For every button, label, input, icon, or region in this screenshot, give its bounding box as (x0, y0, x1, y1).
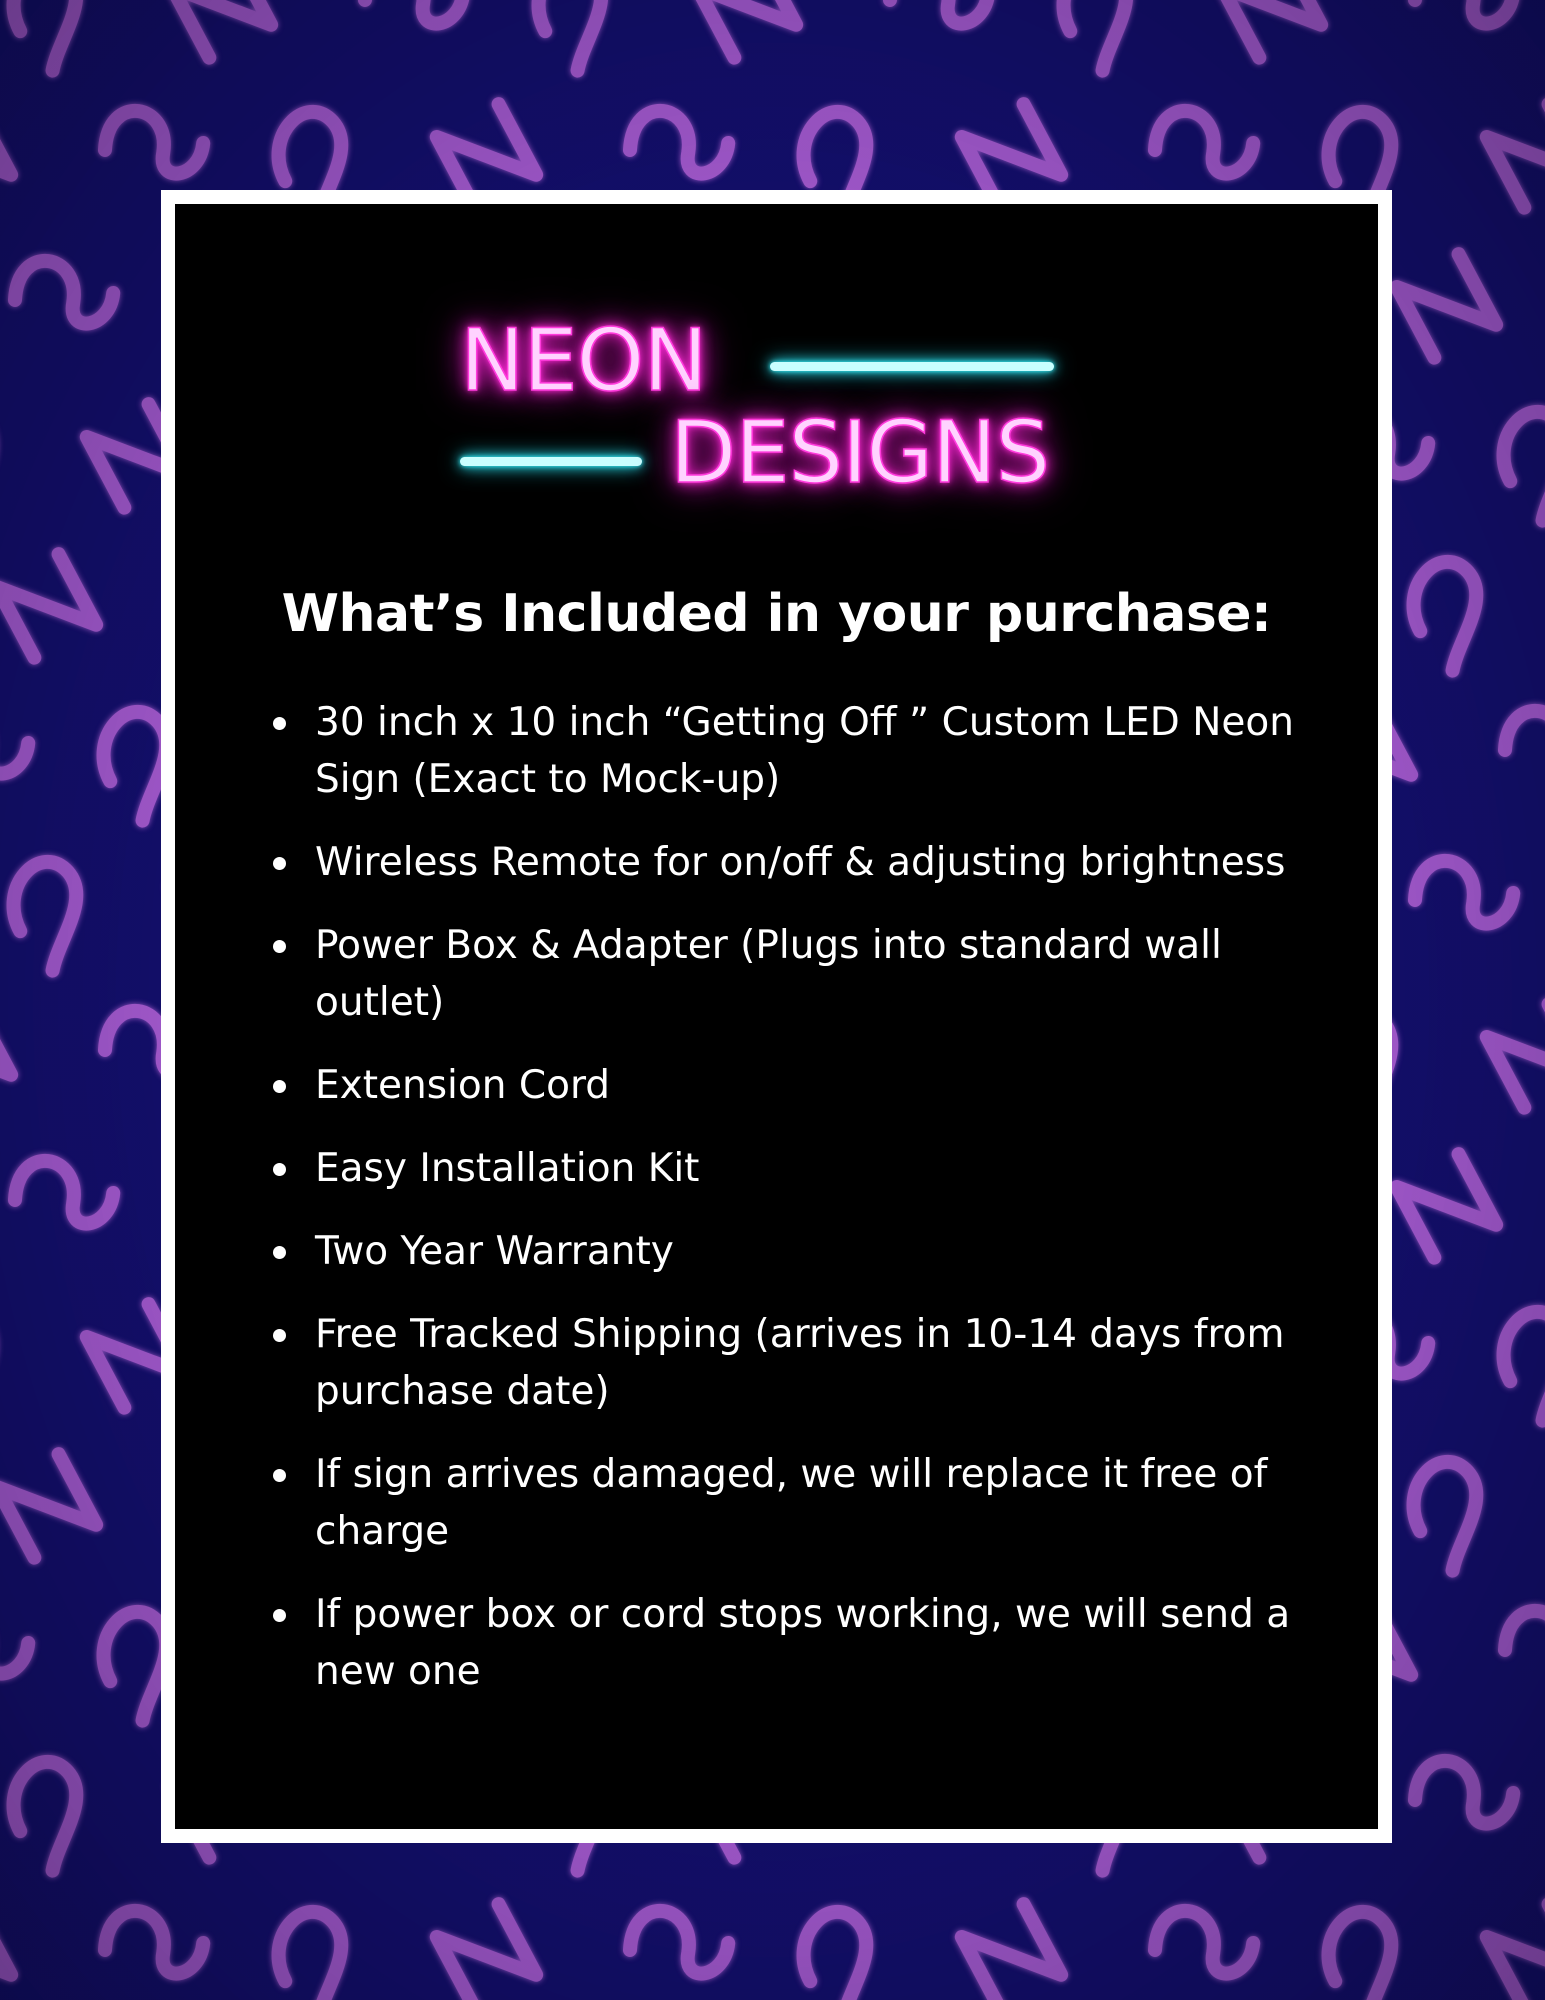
bullet-dot-icon (273, 857, 286, 870)
list-item-text: Easy Installation Kit (315, 1146, 700, 1191)
list-item (273, 834, 1318, 891)
list-item-text: Free Tracked Shipping (arrives in 10-14 days from purchase date) (315, 1312, 1285, 1414)
bullet-dot-icon (273, 1469, 286, 1482)
list-item-text: Power Box & Adapter (Plugs into standard wall outlet) (315, 923, 1222, 1025)
bullet-dot-icon (273, 1163, 286, 1176)
list-item-text: 30 inch x 10 inch “Getting Off ” Custom LED Neon Sign (Exact to Mock-up) (315, 700, 1294, 802)
included-heading: What’s Included in your purchase: (281, 584, 1272, 644)
list-item (273, 1223, 1318, 1280)
list-item (273, 917, 1318, 1031)
list-item-text: If sign arrives damaged, we will replace it free of charge (315, 1452, 1268, 1554)
logo-word-designs: DESIGNS (670, 403, 1050, 503)
list-item-text: Wireless Remote for on/off & adjusting brightness (315, 840, 1286, 885)
list-item (273, 1140, 1318, 1197)
neon-designs-logo (460, 302, 1100, 512)
list-item-text: Extension Cord (315, 1063, 611, 1108)
included-items-list (273, 694, 1318, 1726)
logo-neon-bar-bottom (460, 457, 642, 466)
info-card-panel (175, 204, 1378, 1829)
bullet-dot-icon (273, 1246, 286, 1259)
logo-neon-bar-top (770, 362, 1054, 371)
bullet-dot-icon (273, 717, 286, 730)
list-item (273, 1446, 1318, 1560)
bullet-dot-icon (273, 940, 286, 953)
bullet-dot-icon (273, 1329, 286, 1342)
bullet-dot-icon (273, 1609, 286, 1622)
list-item (273, 1586, 1318, 1700)
list-item-text: Two Year Warranty (315, 1229, 674, 1274)
info-card (161, 190, 1392, 1843)
list-item (273, 694, 1318, 808)
list-item-text: If power box or cord stops working, we will send a new one (315, 1592, 1291, 1694)
logo-word-neon: NEON (460, 311, 707, 411)
list-item (273, 1306, 1318, 1420)
list-item (273, 1057, 1318, 1114)
bullet-dot-icon (273, 1080, 286, 1093)
